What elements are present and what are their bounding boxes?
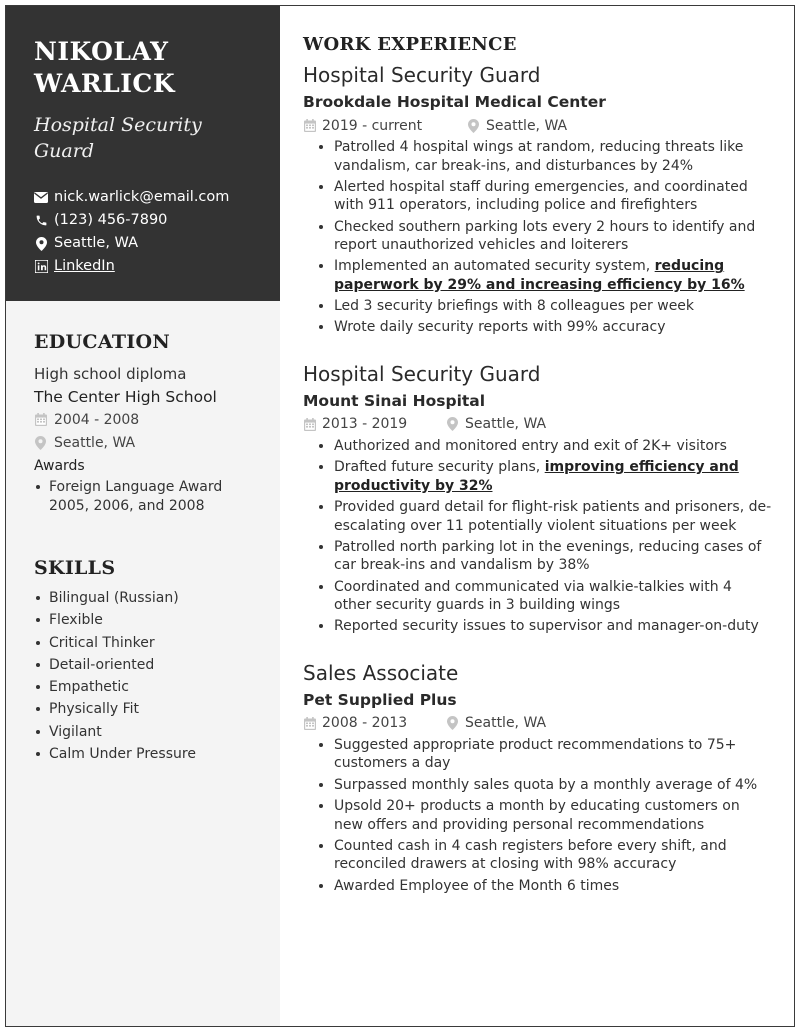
job-dates: 2013 - 2019 (322, 416, 408, 433)
list-item: Detail-oriented (34, 656, 260, 675)
list-item: Checked southern parking lots every 2 hours to identify and report unauthorized vehicles and loiterers (303, 218, 773, 255)
job-title: Hospital Security Guard (303, 361, 541, 386)
phone-icon (34, 214, 48, 228)
list-item: Provided guard detail for flight-risk patients and prisoners, de-escalating over 11 potentially violent situations per week (303, 498, 773, 535)
map-pin-icon (34, 237, 48, 251)
calendar-icon (34, 413, 47, 427)
list-item: Empathetic (34, 678, 260, 697)
list-item: Wrote daily security reports with 99% accuracy (303, 318, 773, 337)
awards-heading: Awards (34, 458, 85, 474)
candidate-name (34, 36, 260, 100)
map-pin-icon (446, 716, 459, 730)
calendar-icon (303, 119, 316, 133)
job-location (446, 715, 546, 731)
phone-text[interactable]: (123) 456-7890 (54, 212, 168, 228)
title-line-1: Hospital Security (34, 114, 202, 136)
job-bullets (303, 736, 773, 895)
map-pin-icon (34, 436, 47, 450)
location-text: Seattle, WA (54, 235, 139, 251)
job-location-text: Seattle, WA (465, 416, 547, 433)
job-bullets (303, 437, 773, 636)
job-meta (303, 116, 773, 135)
job-meta (303, 714, 773, 733)
job-entry (303, 660, 773, 895)
job-location-text: Seattle, WA (486, 117, 568, 134)
job-location-text: Seattle, WA (465, 715, 547, 732)
calendar-icon (303, 417, 316, 431)
list-item: Critical Thinker (34, 634, 260, 653)
list-item: Flexible (34, 611, 260, 630)
contact-phone[interactable] (34, 209, 260, 232)
highlight-text: reducing paperwork by 29% and increasing efficiency by 16% (334, 258, 745, 293)
job-location (467, 118, 567, 134)
job-bullets (303, 138, 773, 337)
list-item: Reported security issues to supervisor and manager-on-duty (303, 617, 773, 636)
list-item: Physically Fit (34, 700, 260, 719)
list-item (303, 458, 773, 495)
education-dates (34, 410, 260, 429)
list-item: Authorized and monitored entry and exit of 2K+ visitors (303, 437, 773, 456)
list-item: Vigilant (34, 723, 260, 742)
list-item: Foreign Language Award 2005, 2006, and 2008 (34, 478, 260, 515)
company-name: Mount Sinai Hospital (303, 391, 486, 410)
education-dates-text: 2004 - 2008 (54, 411, 140, 428)
candidate-title (34, 112, 260, 164)
education-heading: EDUCATION (34, 331, 170, 353)
awards-list (34, 478, 260, 515)
job-title: Sales Associate (303, 660, 459, 685)
job-dates: 2008 - 2013 (322, 715, 408, 732)
map-pin-icon (467, 119, 480, 133)
education-section (6, 301, 280, 515)
list-item: Awarded Employee of the Month 6 times (303, 877, 773, 896)
name-line-1: NIKOLAY (34, 37, 169, 66)
list-item: Patrolled north parking lot in the evenings, reducing cases of car break-ins and vandalism by 38% (303, 538, 773, 575)
company-name: Pet Supplied Plus (303, 690, 457, 709)
highlight-text: improving efficiency and productivity by 32% (334, 459, 739, 494)
left-column (6, 6, 280, 1026)
degree: High school diploma (34, 365, 187, 383)
job-meta (303, 415, 773, 434)
education-location-text: Seattle, WA (54, 434, 136, 451)
school-name: The Center High School (34, 388, 217, 406)
bullet-text: Drafted future security plans, (334, 459, 545, 476)
job-entry (303, 361, 773, 636)
skills-list (34, 589, 260, 764)
job-dates: 2019 - current (322, 117, 423, 134)
company-name: Brookdale Hospital Medical Center (303, 93, 606, 111)
work-experience-heading: WORK EXPERIENCE (303, 34, 517, 55)
list-item: Bilingual (Russian) (34, 589, 260, 608)
list-item: Upsold 20+ products a month by educating customers on new offers and providing personal recommendations (303, 797, 773, 834)
calendar-icon (303, 716, 316, 730)
title-line-2: Guard (34, 140, 94, 162)
list-item (303, 257, 773, 294)
linkedin-link[interactable]: LinkedIn (54, 258, 115, 274)
list-item: Led 3 security briefings with 8 colleagues per week (303, 297, 773, 316)
list-item: Calm Under Pressure (34, 745, 260, 764)
list-item: Suggested appropriate product recommendations to 75+ customers a day (303, 736, 773, 773)
list-item: Alerted hospital staff during emergencies, and coordinated with 911 operators, including police and firefighters (303, 178, 773, 215)
envelope-icon (34, 191, 48, 205)
list-item: Surpassed monthly sales quota by a monthly average of 4% (303, 776, 773, 795)
list-item: Patrolled 4 hospital wings at random, reducing threats like vandalism, car break-ins, and disturbances by 24% (303, 138, 773, 175)
bullet-text: Implemented an automated security system, (334, 258, 655, 275)
job-entry (303, 62, 773, 337)
header-block (6, 6, 280, 301)
education-location (34, 433, 260, 452)
contact-list (34, 186, 260, 278)
contact-linkedin[interactable] (34, 255, 260, 278)
job-title: Hospital Security Guard (303, 63, 541, 87)
name-line-2: WARLICK (34, 69, 176, 98)
list-item: Counted cash in 4 cash registers before every shift, and reconciled drawers at closing with 98% accuracy (303, 837, 773, 874)
job-location (446, 416, 546, 432)
skills-heading: SKILLS (34, 557, 116, 579)
skills-section (6, 557, 280, 764)
right-column (303, 34, 773, 898)
list-item: Coordinated and communicated via walkie-talkies with 4 other security guards in 3 building wings (303, 578, 773, 615)
linkedin-icon (34, 260, 48, 274)
contact-location (34, 232, 260, 255)
email-text[interactable]: nick.warlick@email.com (54, 189, 230, 205)
contact-email[interactable] (34, 186, 260, 209)
map-pin-icon (446, 417, 459, 431)
